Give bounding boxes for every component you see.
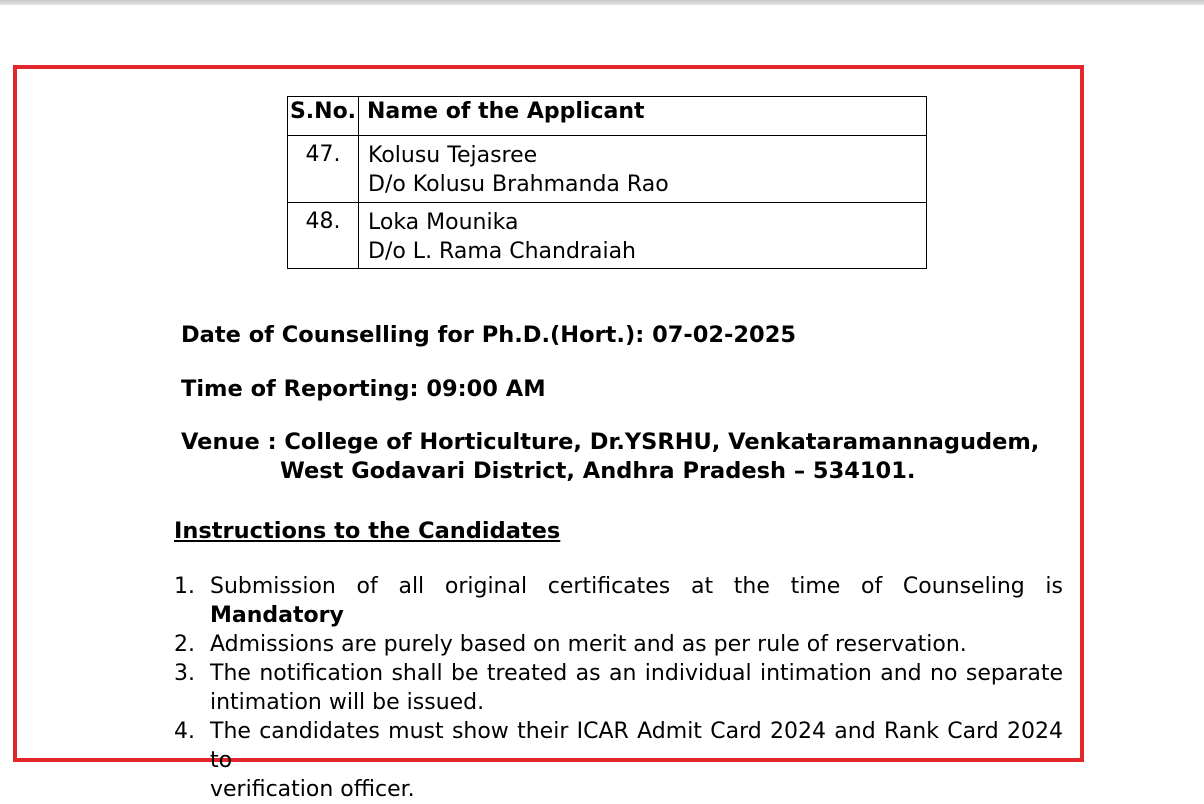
instructions-heading: Instructions to the Candidates [174, 518, 561, 544]
table-row [288, 203, 927, 269]
counselling-date: Date of Counselling for Ph.D.(Hort.): 07-02-2025 [181, 322, 797, 348]
row-sno: 47. [288, 136, 359, 203]
sno-header: S.No. [288, 97, 359, 136]
venue-line-2: West Godavari District, Andhra Pradesh – 534101. [280, 458, 916, 484]
applicant-parent: D/o Kolusu Brahmanda Rao [368, 172, 669, 197]
item-text: Submission of all original certificates at the time of Counseling is [210, 574, 1063, 599]
reporting-time: Time of Reporting: 09:00 AM [181, 376, 546, 402]
list-item [174, 630, 1063, 659]
table-row [288, 136, 927, 203]
item-text-continued: verification officer. [210, 777, 415, 802]
applicant-name: Loka Mounika [368, 210, 519, 235]
applicant-table [287, 96, 927, 269]
venue-line-1: Venue : College of Horticulture, Dr.YSRHU, Venkataramannagudem, [181, 429, 1040, 455]
applicant-name: Kolusu Tejasree [368, 143, 538, 168]
list-item [174, 659, 1063, 717]
name-header: Name of the Applicant [359, 97, 927, 136]
list-item [174, 572, 1063, 630]
applicant-parent: D/o L. Rama Chandraiah [368, 239, 636, 264]
instructions-list [174, 572, 1063, 804]
item-text: Admissions are purely based on merit and as per rule of reservation. [210, 632, 967, 657]
row-sno: 48. [288, 203, 359, 269]
applicant-cell [359, 136, 927, 203]
item-number: 1. [174, 574, 195, 599]
viewer-top-bar [0, 0, 1204, 5]
applicant-cell [359, 203, 927, 269]
item-text-continued: intimation will be issued. [210, 690, 485, 715]
item-number: 2. [174, 632, 195, 657]
mandatory-emphasis: Mandatory [210, 603, 344, 628]
item-text: The candidates must show their ICAR Admit Card 2024 and Rank Card 2024 to [210, 719, 1063, 773]
item-text: The notification shall be treated as an individual intimation and no separate [210, 661, 1063, 686]
item-number: 3. [174, 661, 195, 686]
item-number: 4. [174, 719, 195, 744]
table-header-row [288, 97, 927, 136]
